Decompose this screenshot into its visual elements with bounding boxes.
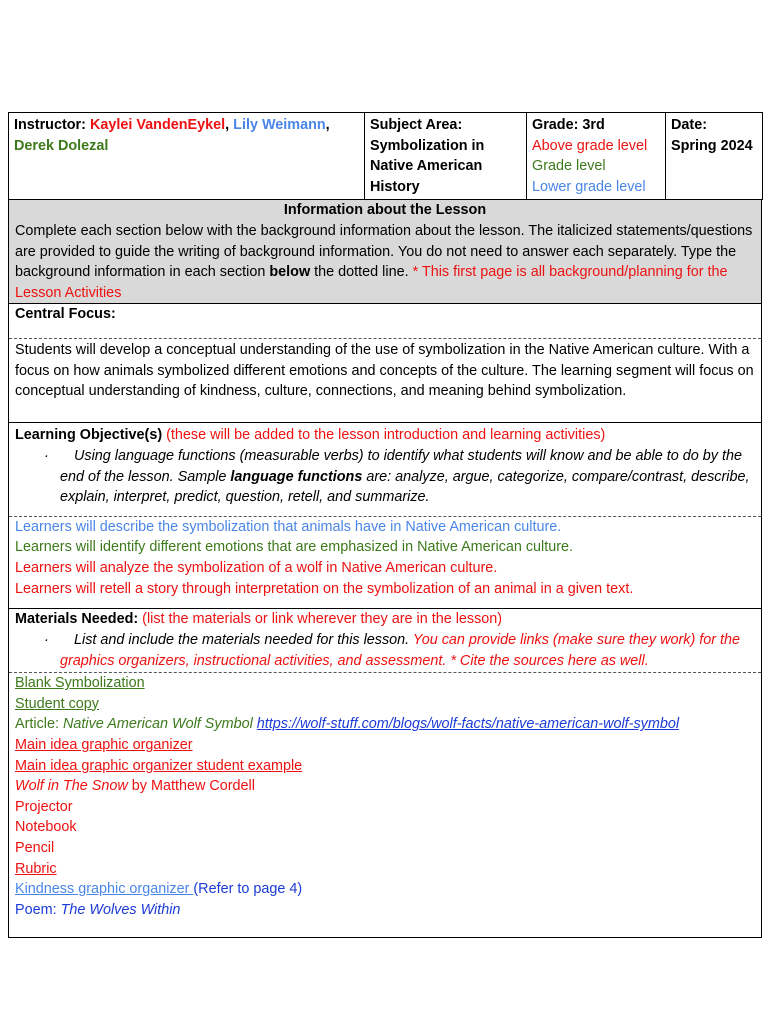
instructor-name-2: Lily Weimann [233,117,326,133]
grade-at: Grade level [532,158,606,175]
bullet-dot: · [44,447,49,464]
material-projector: Projector [15,798,73,815]
objectives-heading [15,423,755,446]
poem-prefix: Poem: [15,901,61,918]
info-text-note: * This first page is all background/planning for the Lesson Activities [15,264,728,301]
date-label: Date: [671,117,707,133]
materials-guide-part: List and include the materials needed for this lesson. [74,631,413,648]
objectives-section [8,423,762,609]
objectives-guide [15,446,755,516]
article-item [15,714,755,735]
header-table [8,112,763,200]
objectives-guide-part: Using language functions (measurable verbs) to identify what students will know and be able to do by the end of the lesson. Sample [60,447,742,485]
instructor-separator: , [325,117,330,133]
materials-label: Materials Needed: [15,611,139,628]
main-idea-organizer-link[interactable]: Main idea graphic organizer [15,736,193,753]
central-focus-section [8,304,762,423]
materials-heading [15,609,755,630]
material-notebook: Notebook [15,819,77,836]
materials-note: (list the materials or link wherever they are in the lesson) [138,611,503,628]
blank-symbolization-link[interactable]: Blank Symbolization [15,675,145,692]
materials-guide-note: You can provide links (make sure they work) for the graphics organizers, instructional activities, and assessment. * Cite the sources here as well. [60,631,741,669]
objectives-guide-bold: language functions [230,468,363,485]
poem-item [15,900,755,921]
instructor-name-3: Derek Dolezal [14,137,109,154]
instructor-name-1: Kaylei VandenEykel [89,117,226,133]
kindness-ref: (Refer to page 4) [193,881,303,898]
subject-value: Symbolization in Native American History [370,137,485,195]
grade-lower: Lower grade level [532,178,646,195]
date-value: Spring 2024 [671,137,753,154]
info-text-part: the dotted line. [310,264,413,281]
central-focus-label: Central Focus: [15,306,116,323]
book-item [15,776,755,797]
objectives-guide-part: are: analyze, argue, categorize, compare/contrast, describe, explain, interpret, predict, question, retell, and summarize. [60,468,750,506]
main-idea-example-link[interactable]: Main idea graphic organizer student example [15,757,303,774]
book-author: by Matthew Cordell [127,778,255,795]
article-url-link[interactable]: https://wolf-stuff.com/blogs/wolf-facts/native-american-wolf-symbol [256,716,680,733]
materials-section [8,609,762,938]
objectives-label: Learning Objective(s) [15,427,163,444]
subject-label: Subject Area: [370,117,463,133]
book-title: Wolf in The Snow [15,778,128,795]
info-title: Information about the Lesson [283,202,487,219]
info-text [15,221,755,303]
info-text-bold: below [269,264,311,281]
objective-item: Learners will analyze the symbolization of a wolf in Native American culture. [15,559,498,576]
kindness-item [15,879,755,900]
info-text-part: Complete each section below with the background information about the lesson. The italicized statements/questions are provided to guide the writing of background information. You do not need to answer each separately. Type the background information in each section [15,222,753,281]
objectives-note: (these will be added to the lesson introduction and learning activities) [162,427,606,444]
kindness-organizer-link[interactable]: Kindness graphic organizer [15,881,194,898]
article-title: Native American Wolf Symbol [62,716,253,733]
materials-guide [15,630,755,672]
instructor-label: Instructor: [14,117,86,133]
article-prefix: Article: [15,716,63,733]
grade-cell [527,113,666,200]
grade-above: Above grade level [532,137,648,154]
material-pencil: Pencil [15,839,55,856]
date-cell [666,113,763,200]
info-section [8,200,762,304]
central-focus-body: Students will develop a conceptual understanding of the use of symbolization in the Native American culture. With a focus on how animals symbolized different emotions and concepts of the culture. The learning segment will focus on conceptual understanding of kindness, culture, connections, and meaning behind symbolization. [15,341,754,400]
rubric-link[interactable]: Rubric [15,860,57,877]
poem-title: The Wolves Within [60,901,181,918]
objective-item: Learners will retell a story through interpretation on the symbolization of an animal in a given text. [15,580,634,597]
objective-item: Learners will describe the symbolization that animals have in Native American culture. [15,518,562,535]
bullet-dot: · [44,631,49,648]
student-copy-link[interactable]: Student copy [15,695,100,712]
objective-item: Learners will identify different emotions that are emphasized in Native American culture. [15,539,574,556]
instructor-separator: , [225,117,230,133]
lesson-plan-document [8,112,762,938]
subject-cell [365,113,527,200]
grade-label: Grade: 3rd [532,117,605,133]
instructor-cell [9,113,365,200]
